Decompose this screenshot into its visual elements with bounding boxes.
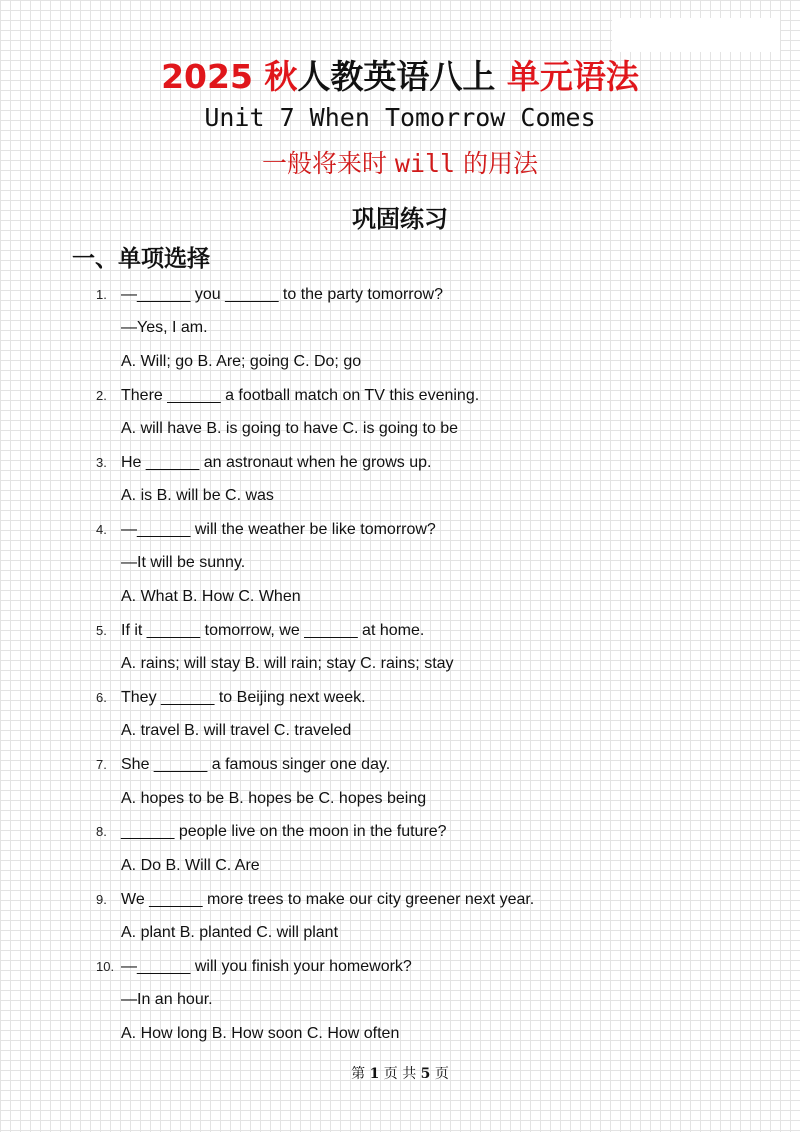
title-year: 2025 秋	[161, 57, 298, 96]
question-text: —______ will the weather be like tomorrow?	[121, 521, 436, 538]
question-number: 6.	[96, 690, 107, 705]
footer-total-pages: 5	[420, 1066, 431, 1082]
question-text: There ______ a football match on TV this evening.	[121, 387, 480, 404]
question-options: A. is B. will be C. was	[121, 487, 274, 504]
grammar-title	[0, 146, 800, 182]
question-text: He ______ an astronaut when he grows up.	[121, 454, 432, 471]
question-text: ______ people live on the moon in the future?	[121, 823, 447, 840]
question-number: 4.	[96, 522, 107, 537]
footer-page-number: 1	[369, 1066, 380, 1082]
question-reply: —It will be sunny.	[121, 554, 246, 571]
title-topic: 单元语法	[506, 57, 639, 96]
question-number: 8.	[96, 824, 107, 839]
question-number: 9.	[96, 892, 107, 907]
footer-post: 页	[430, 1066, 449, 1082]
grammar-title-pre: 一般将来时	[261, 149, 395, 178]
question-number: 2.	[96, 388, 107, 403]
page-title	[0, 54, 800, 100]
question-reply: —In an hour.	[121, 991, 213, 1008]
question-number: 7.	[96, 757, 107, 772]
question-options: A. hopes to be B. hopes be C. hopes being	[121, 790, 427, 807]
footer-mid: 页 共	[379, 1066, 421, 1082]
unit-title: Unit 7 When Tomorrow Comes	[204, 103, 596, 132]
page-footer	[0, 1064, 800, 1084]
question-options: A. Will; go B. Are; going C. Do; go	[121, 353, 362, 370]
question-number: 1.	[96, 287, 107, 302]
question-text: We ______ more trees to make our city greener next year.	[121, 891, 535, 908]
question-text: —______ you ______ to the party tomorrow?	[121, 286, 443, 303]
question-options: A. will have B. is going to have C. is going to be	[121, 420, 459, 437]
question-number: 5.	[96, 623, 107, 638]
footer-pre: 第	[351, 1066, 370, 1082]
practice-title: 巩固练习	[352, 204, 448, 233]
question-reply: —Yes, I am.	[121, 319, 208, 336]
question-number: 10.	[96, 959, 115, 974]
question-text: If it ______ tomorrow, we ______ at home.	[121, 622, 425, 639]
question-options: A. How long B. How soon C. How often	[121, 1025, 400, 1042]
question-number: 3.	[96, 455, 107, 470]
title-textbook: 人教英语八上	[297, 57, 496, 96]
question-options: A. travel B. will travel C. traveled	[121, 722, 352, 739]
question-text: They ______ to Beijing next week.	[121, 689, 366, 706]
section-title: 一、单项选择	[72, 246, 210, 272]
grammar-title-word: will	[394, 149, 456, 178]
header-blank-area	[612, 18, 780, 52]
question-text: —______ will you finish your homework?	[121, 958, 412, 975]
question-text: She ______ a famous singer one day.	[121, 756, 391, 773]
question-options: A. What B. How C. When	[121, 588, 301, 605]
grammar-title-post: 的用法	[455, 149, 539, 178]
question-options: A. Do B. Will C. Are	[121, 857, 260, 874]
question-options: A. plant B. planted C. will plant	[121, 924, 339, 941]
question-options: A. rains; will stay B. will rain; stay C. rains; stay	[121, 655, 454, 672]
